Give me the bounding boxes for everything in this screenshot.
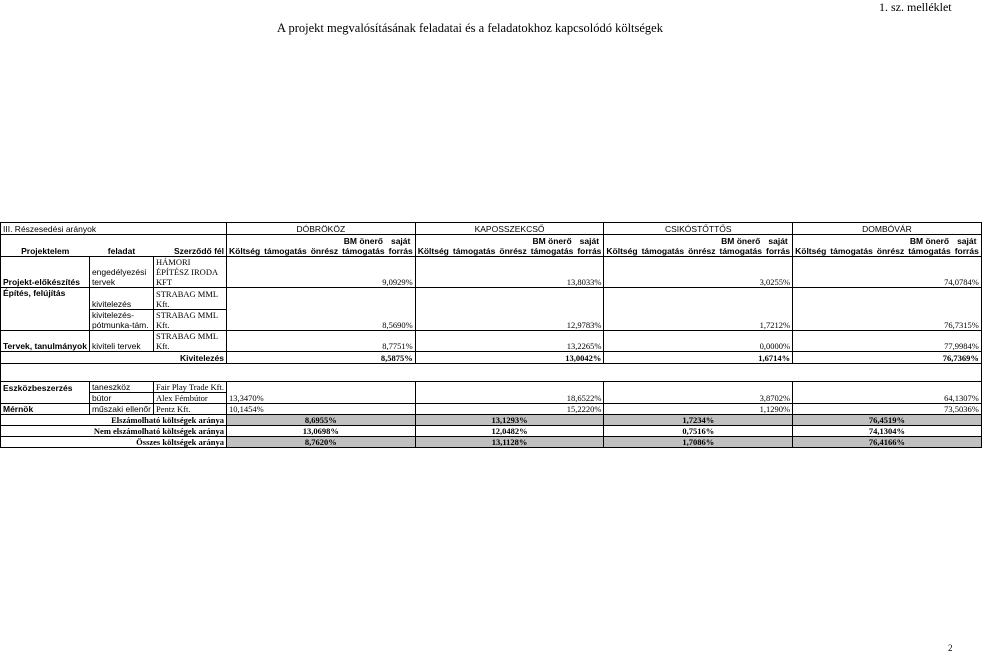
share-csikostottos: 0,7516% <box>604 426 793 437</box>
share-dombovar: 74,0784% <box>793 257 982 288</box>
share-dombovar: 77,9984% <box>793 331 982 352</box>
table-row-nem-elszamolhato <box>1 426 982 437</box>
row-label: Nem elszámolható költségek aránya <box>1 426 227 437</box>
col-koltseg: Költség <box>227 235 263 257</box>
share-dobrokoz: 8,5690% <box>227 310 416 331</box>
share-csikostottos: 1,6714% <box>604 352 793 364</box>
share-dobrokoz: 13,3470% <box>227 393 416 404</box>
row-szerzodo: STRABAG MML Kft. <box>154 331 227 352</box>
col-koltseg: Költség <box>415 235 451 257</box>
col-bm-onero: BM önerő támogatás <box>719 236 763 256</box>
share-dobrokoz: 8,5875% <box>227 352 416 364</box>
share-table-wrapper <box>0 222 982 448</box>
table-row <box>1 310 982 331</box>
col-bm-onero: BM önerő támogatás <box>908 236 951 256</box>
town-header-row <box>1 223 982 235</box>
col-koltseg: Költség <box>793 235 829 257</box>
town-kaposszekcso: KAPOSSZEKCSŐ <box>415 223 604 235</box>
row-feladat: kiviteli tervek <box>89 331 153 352</box>
row-label: Kivitelezés <box>1 352 227 364</box>
table-row <box>1 393 982 404</box>
share-kaposszekcso: 12,0482% <box>415 426 604 437</box>
col-bm-onero: BM önerő támogatás <box>530 236 574 256</box>
share-dombovar: 76,7369% <box>793 352 982 364</box>
document-title: A projekt megvalósításának feladatai és a feladatokhoz kapcsolódó költségek <box>277 21 663 35</box>
row-feladat: kivitelezés <box>89 288 153 310</box>
town-dombovar: DOMBÓVÁR <box>793 223 982 235</box>
table-row-osszes <box>1 437 982 448</box>
col-bm-onero: BM önerő támogatás <box>342 236 385 256</box>
share-kaposszekcso: 13,1293% <box>415 415 604 426</box>
share-csikostottos: 1,1290% <box>604 404 793 415</box>
share-dobrokoz: 13,0698% <box>227 426 416 437</box>
share-csikostottos: 3,8702% <box>604 393 793 404</box>
row-feladat: taneszköz <box>89 382 153 393</box>
col-onresz: önrész <box>497 235 528 257</box>
table-row-elszamolhato <box>1 415 982 426</box>
row-feladat: bútor <box>89 393 153 404</box>
table-row <box>1 404 982 415</box>
row-feladat: műszaki ellenőr <box>89 404 153 415</box>
share-kaposszekcso: 13,2265% <box>415 331 604 352</box>
share-kaposszekcso: 15,2220% <box>415 404 604 415</box>
column-header-row <box>1 235 982 257</box>
table-row <box>1 382 982 393</box>
col-onresz: önrész <box>309 235 340 257</box>
col-tamogatas: támogatás <box>262 235 309 257</box>
share-dombovar: 73,5036% <box>793 404 982 415</box>
row-label: Elszámolható költségek aránya <box>1 415 227 426</box>
section-title: III. Részesedési arányok <box>1 223 227 235</box>
col-sajat-forras: saját forrás <box>575 235 604 257</box>
share-kaposszekcso: 18,6522% <box>415 393 604 404</box>
row-szerzodo: HÁMORI ÉPÍTÉSZ IRODA KFT <box>154 257 227 288</box>
row-feladat: engedélyezési tervek <box>89 257 153 288</box>
share-dobrokoz: 9,0929% <box>227 257 416 288</box>
share-dombovar: 76,4519% <box>793 415 982 426</box>
row-feladat: kivitelezés-pótmunka-tám. <box>89 310 153 331</box>
col-koltseg: Költség <box>604 235 640 257</box>
row-label: Összes költségek aránya <box>1 437 227 448</box>
share-dombovar: 64,1307% <box>793 393 982 404</box>
share-ratio-table <box>0 222 982 448</box>
table-row-kivitelezes <box>1 352 982 364</box>
row-szerzodo: STRABAG MML Kft. <box>154 288 227 310</box>
page-number: 2 <box>948 643 953 653</box>
share-dobrokoz: 8,7620% <box>227 437 416 448</box>
col-szerzodo: Szerződő fél <box>154 235 227 257</box>
row-szerzodo: Pentz Kft. <box>154 404 227 415</box>
col-sajat-forras: saját forrás <box>953 235 982 257</box>
row-projektelem: Eszközbeszerzés <box>1 382 90 393</box>
share-csikostottos: 3,0255% <box>604 257 793 288</box>
row-projektelem: Építés, felújítás <box>1 288 90 310</box>
town-dobrokoz: DÓBRÖKÖZ <box>227 223 416 235</box>
table-row <box>1 331 982 352</box>
share-kaposszekcso: 13,8033% <box>415 257 604 288</box>
row-szerzodo: Alex Fémbútor <box>154 393 227 404</box>
row-szerzodo: Fair Play Trade Kft. <box>154 382 227 393</box>
col-projektelem: Projektelem <box>1 235 90 257</box>
col-sajat-forras: saját forrás <box>764 235 793 257</box>
col-onresz: önrész <box>875 235 906 257</box>
row-projektelem: Projekt-előkészítés <box>1 257 90 288</box>
row-projektelem: Tervek, tanulmányok <box>1 331 90 352</box>
annex-label: 1. sz. melléklet <box>879 0 952 14</box>
share-csikostottos: 0,0000% <box>604 331 793 352</box>
share-kaposszekcso: 12,9783% <box>415 310 604 331</box>
share-dombovar: 76,4166% <box>793 437 982 448</box>
spacer-row <box>1 364 982 382</box>
col-sajat-forras: saját forrás <box>387 235 416 257</box>
share-kaposszekcso: 13,1128% <box>415 437 604 448</box>
col-tamogatas: támogatás <box>451 235 498 257</box>
col-feladat: feladat <box>89 235 153 257</box>
share-csikostottos: 1,7234% <box>604 415 793 426</box>
town-csikostottos: CSIKÓSTŐTTŐS <box>604 223 793 235</box>
share-dobrokoz: 8,7751% <box>227 331 416 352</box>
row-projektelem: Mérnök <box>1 404 90 415</box>
share-kaposszekcso: 13,0042% <box>415 352 604 364</box>
col-tamogatas: támogatás <box>640 235 687 257</box>
table-row <box>1 257 982 288</box>
share-dobrokoz: 10,1454% <box>227 404 416 415</box>
share-csikostottos: 1,7086% <box>604 437 793 448</box>
table-row <box>1 288 982 310</box>
row-szerzodo: STRABAG MML Kft. <box>154 310 227 331</box>
share-dombovar: 74,1304% <box>793 426 982 437</box>
col-tamogatas: támogatás <box>828 235 875 257</box>
share-csikostottos: 1,7212% <box>604 310 793 331</box>
col-onresz: önrész <box>686 235 717 257</box>
share-dobrokoz: 8,6955% <box>227 415 416 426</box>
share-dombovar: 76,7315% <box>793 310 982 331</box>
